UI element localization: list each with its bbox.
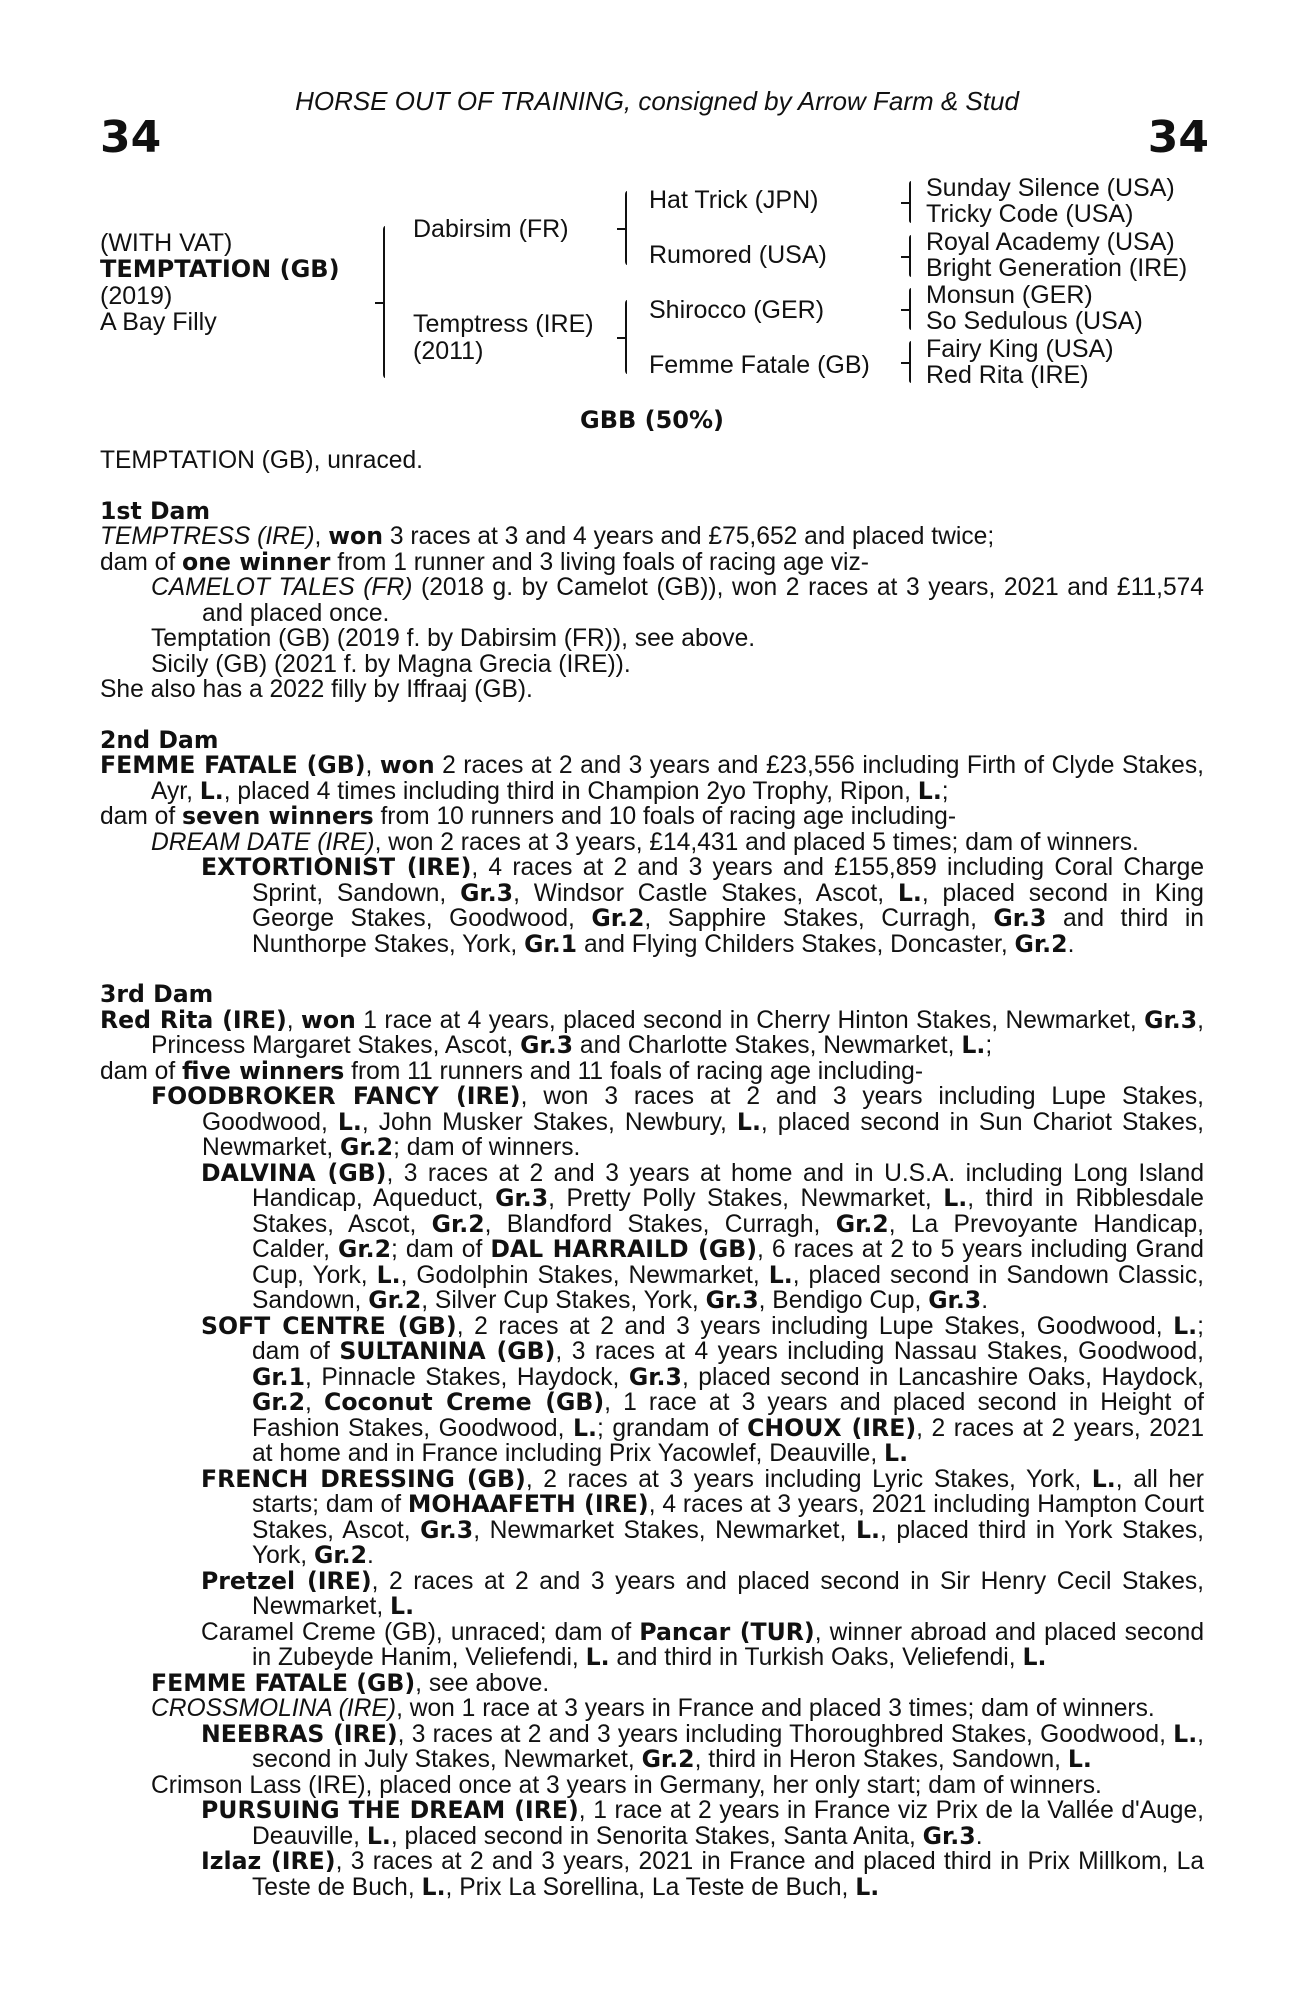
horse-description: A Bay Filly [100,308,217,336]
brace-g3 [909,288,911,330]
third-dam-record: Red Rita (IRE), won 1 race at 4 years, placed second in Cherry Hinton Stakes, Newmarket, Gr.3, Princess Margaret Stakes, Ascot, Gr.3 and Charlotte Stakes, Newmarket, L.; [100,1005,1204,1059]
grandsire-2: Tricky Code (USA) [926,200,1134,228]
brace-horse [383,226,385,378]
horse-name: TEMPTATION (GB) [100,255,340,283]
produce-caramel-creme: Caramel Creme (GB), unraced; dam of Pancar (TUR), winner abroad and placed second in Zubeyde Hanim, Veliefendi, L. and third in Turkish Oaks, Veliefendi, L. [201,1617,1204,1671]
brace-sire [625,191,627,265]
brace-g2 [909,235,911,277]
first-dam-record: TEMPTRESS (IRE), won 3 races at 3 and 4 years and £75,652 and placed twice; [100,522,995,550]
dam-name: TEMPTRESS (IRE) [100,523,315,550]
produce-crossmolina: CROSSMOLINA (IRE), won 1 race at 3 years in France and placed 3 times; dam of winners. [151,1695,1155,1722]
race-record: TEMPTATION (GB), unraced. [100,447,423,474]
produce-pursuing-the-dream: PURSUING THE DREAM (IRE), 1 race at 2 years in France viz Prix de la Vallée d'Auge, Deauville, L., placed second in Senorita Stakes, Santa Anita, Gr.3. [201,1796,1204,1850]
third-dam-produce-summary: dam of five winners from 11 runners and 11 foals of racing age including- [100,1056,924,1085]
dam-sire: Shirocco (GER) [649,296,825,324]
produce-izlaz: Izlaz (IRE), 3 races at 2 and 3 years, 2021 in France and placed third in Prix Millkom, La Teste de Buch, L., Prix La Sorellina, La Teste de Buch, L. [201,1847,1204,1901]
catalogue-text [100,448,1204,1900]
sire: Dabirsim (FR) [413,215,569,243]
consignment-line: HORSE OUT OF TRAINING, consigned by Arrow Farm & Stud [295,86,1019,116]
grandsire-7: Fairy King (USA) [926,335,1114,363]
lot-number-right: 34 [1147,112,1209,163]
produce-foodbroker-fancy: FOODBROKER FANCY (IRE), won 3 races at 2 and 3 years including Lupe Stakes, Goodwood, L., John Musker Stakes, Newbury, L., placed second in Sun Chariot Stakes, Newmarket, Gr.2; dam of winners. [151,1082,1205,1161]
brace-dam [625,300,627,374]
first-dam-heading [100,496,1204,525]
grandsire-6: So Sedulous (USA) [926,307,1143,335]
sire-dam: Rumored (USA) [649,241,827,269]
second-dam-record: FEMME FATALE (GB), won 2 races at 2 and 3 years and £23,556 including Firth of Clyde Stakes, Ayr, L., placed 4 times including third in Champion 2yo Trophy, Ripon, L.; [100,751,1204,805]
produce-crimson-lass: Crimson Lass (IRE), placed once at 3 years in Germany, her only start; dam of winners. [151,1771,1102,1799]
produce-iffraaj-filly: She also has a 2022 filly by Iffraaj (GB). [100,676,533,703]
produce-dalvina: DALVINA (GB), 3 races at 2 and 3 years at home and in U.S.A. including Long Island Handicap, Aqueduct, Gr.3, Pretty Polly Stakes, Newmarket, L., third in Ribblesdale Stakes, Ascot, Gr.2, Blandford Stakes, Curragh, Gr.2, La Prevoyante Handicap, Calder, Gr.2; dam of DAL HARRAILD (GB), 6 races at 2 to 5 years including Grand Cup, York, L., Godolphin Stakes, Newmarket, L., placed second in Sandown Classic, Sandown, Gr.2, Silver Cup Stakes, York, Gr.3, Bendigo Cup, Gr.3. [201,1158,1204,1314]
produce-femme-fatale: FEMME FATALE (GB), see above. [151,1668,550,1697]
grandsire-3: Royal Academy (USA) [926,228,1175,256]
third-dam-heading: 3rd Dam [100,980,214,1008]
produce-dream-date: DREAM DATE (IRE), won 2 races at 3 years, £14,431 and placed 5 times; dam of winners. [151,828,1139,856]
won-label: won [328,522,384,550]
gbb-percentage: GBB (50%) [580,406,725,434]
produce-soft-centre: SOFT CENTRE (GB), 2 races at 2 and 3 years including Lupe Stakes, Goodwood, L.; dam of SULTANINA (GB), 3 races at 4 years including Nassau Stakes, Goodwood, Gr.1, Pinnacle Stakes, Haydock, Gr.3, placed second in Lancashire Oaks, Haydock, Gr.2, Coconut Creme (GB), 1 race at 3 years and placed second in Height of Fashion Stakes, Goodwood, L.; grandam of CHOUX (IRE), 2 races at 2 years, 2021 at home and in France including Prix Yacowlef, Deauville, L. [201,1311,1204,1467]
grandsire-1: Sunday Silence (USA) [926,174,1175,202]
second-dam-heading: 2nd Dam [100,725,219,754]
produce-camelot-tales: CAMELOT TALES (FR) (2018 g. by Camelot (GB)), won 2 races at 3 years, 2021 and £11,574 and placed once. [151,574,1204,627]
grandsire-4: Bright Generation (IRE) [926,254,1188,282]
produce-extortionist: EXTORTIONIST (IRE), 4 races at 2 and 3 years and £155,859 including Coral Charge Sprint, Sandown, Gr.3, Windsor Castle Stakes, Ascot, L., placed second in King George Stakes, Goodwood, Gr.2, Sapphire Stakes, Curragh, Gr.3 and third in Nunthorpe Stakes, York, Gr.1 and Flying Childers Stakes, Doncaster, Gr.2. [201,853,1204,958]
brace-g1 [909,181,911,223]
grandsire-5: Monsun (GER) [926,281,1093,309]
produce-temptation: Temptation (GB) (2019 f. by Dabirsim (FR)), see above. [151,625,756,652]
produce-neebras: NEEBRAS (IRE), 3 races at 2 and 3 years including Thoroughbred Stakes, Goodwood, L., second in July Stakes, Newmarket, Gr.2, third in Heron Stakes, Sandown, L. [201,1719,1204,1773]
produce-sicily: Sicily (GB) (2021 f. by Magna Grecia (IRE)). [151,650,631,678]
dam-dam: Femme Fatale (GB) [649,351,870,379]
vat-note: (WITH VAT) [100,229,233,257]
sire-sire: Hat Trick (JPN) [649,186,819,214]
heading: 1st Dam [100,496,211,525]
first-dam-produce-summary: dam of one winner from 1 runner and 3 living foals of racing age viz- [100,547,869,576]
dam-year: (2011) [413,337,484,365]
dam: Temptress (IRE) [413,310,594,338]
brace-g4 [909,341,911,383]
horse-year: (2019) [100,282,173,310]
second-dam-produce-summary: dam of seven winners from 10 runners and 10 foals of racing age including- [100,802,957,830]
produce-pretzel: Pretzel (IRE), 2 races at 2 and 3 years and placed second in Sir Henry Cecil Stakes, Newmarket, L. [201,1566,1205,1620]
grandsire-8: Red Rita (IRE) [926,361,1089,389]
lot-number-left: 34 [100,112,162,163]
produce-french-dressing: FRENCH DRESSING (GB), 2 races at 3 years including Lyric Stakes, York, L., all her starts; dam of MOHAAFETH (IRE), 4 races at 3 years, 2021 including Hampton Court Stakes, Ascot, Gr.3, Newmarket Stakes, Newmarket, L., placed third in York Stakes, York, Gr.2. [201,1464,1205,1569]
